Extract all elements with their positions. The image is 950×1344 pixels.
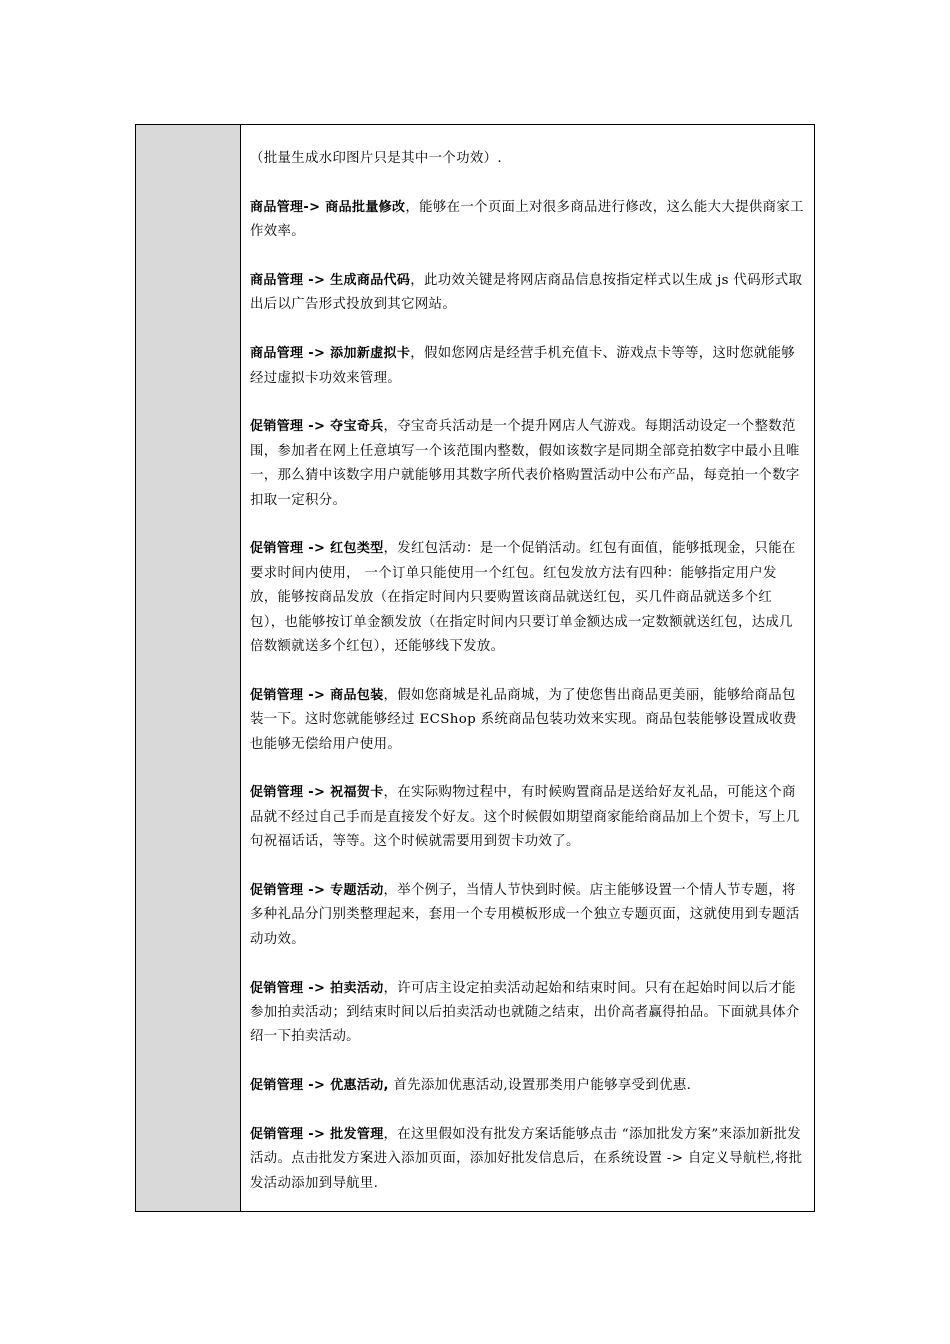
- feature-paragraph: [250, 1123, 804, 1196]
- feature-description: ，假如您商城是礼品商城，为了使您售出商品更美丽，能够给商品包装一下。这时您就能够经过 ECShop 系统商品包装功效来实现。商品包装能够设置成收费也能够无偿给用户使用。: [250, 687, 797, 752]
- feature-paragraph: [250, 415, 804, 513]
- feature-paragraph: [250, 684, 804, 757]
- feature-heading: 促销管理 -> 优惠活动,: [250, 1078, 389, 1094]
- feature-description: ，许可店主设定拍卖活动起始和结束时间。只有在起始时间以后才能参加拍卖活动；到结束时间以后拍卖活动也就随之结束，出价高者赢得拍品。下面就具体介绍一下拍卖活动。: [250, 980, 800, 1045]
- feature-heading: 促销管理 -> 专题活动: [250, 883, 384, 899]
- feature-heading: 促销管理 -> 夺宝奇兵: [250, 419, 384, 435]
- feature-heading: 促销管理 -> 拍卖活动: [250, 980, 384, 996]
- feature-heading: 促销管理 -> 商品包装: [250, 687, 384, 703]
- feature-paragraph: [250, 781, 804, 854]
- feature-description: 首先添加优惠活动,设置那类用户能够享受到优惠.: [388, 1078, 692, 1094]
- feature-paragraph: [250, 537, 804, 659]
- feature-description: ，能够在一个页面上对很多商品进行修改，这么能大大提供商家工作效率。: [250, 199, 804, 240]
- feature-description: ，举个例子，当情人节快到时候。店主能够设置一个情人节专题，将多种礼品分门别类整理起来，套用一个专用模板形成一个独立专题页面，这就使用到专题活动功效。: [250, 883, 800, 947]
- feature-paragraph: [250, 977, 804, 1050]
- table-side-cell: [136, 125, 241, 1211]
- feature-paragraph: [250, 342, 804, 391]
- feature-paragraph: [250, 269, 804, 318]
- feature-description: ，假如您网店是经营手机充值卡、游戏点卡等等，这时您就能够经过虚拟卡功效来管理。: [250, 346, 795, 386]
- feature-heading: 促销管理 -> 红包类型: [250, 541, 384, 557]
- feature-heading: 商品管理 -> 添加新虚拟卡: [250, 346, 411, 362]
- feature-heading: 商品管理-> 商品批量修改: [250, 199, 406, 215]
- intro-paragraph: （批量生成水印图片只是其中一个功效）.: [250, 151, 502, 166]
- feature-description: ，发红包活动：是一个促销活动。红包有面值，能够抵现金，只能在要求时间内使用， 一个订单只能使用一个红包。红包发放方法有四种：能够指定用户发放，能够按商品发放（在指定时间内只要购置该商品就送红包，买几件商品就送多个红包），也能够按订单金额发放（在指定时间内只要订单金额达成一定数额就送红包，达成几倍数额就送多个红包），还能够线下发放。: [250, 541, 796, 655]
- feature-heading: 商品管理 -> 生成商品代码: [250, 273, 411, 288]
- document-table: [135, 124, 815, 1212]
- feature-paragraph: [250, 879, 804, 952]
- feature-paragraph: [250, 1074, 804, 1098]
- feature-description: ，夺宝奇兵活动是一个提升网店人气游戏。每期活动设定一个整数范围，参加者在网上任意填写一个该范围内整数，假如该数字是同期全部竞拍数字中最小且唯一，那么猜中该数字用户就能够用其数字所代表价格购置活动中公布产品，每竞拍一个数字扣取一定积分。: [250, 419, 800, 508]
- feature-description: ，在这里假如没有批发方案话能够点击 “添加批发方案”来添加新批发活动。点击批发方案进入添加页面，添加好批发信息后，在系统设置 -> 自定义导航栏,将批发活动添加到导航里.: [250, 1127, 803, 1191]
- feature-description: ，此功效关键是将网店商品信息按指定样式以生成 js 代码形式取出后以广告形式投放到其它网站。: [250, 273, 803, 313]
- paragraph-list: [250, 196, 804, 1197]
- feature-description: ，在实际购物过程中，有时候购置商品是送给好友礼品，可能这个商品就不经过自己手而是直接发个好友。这个时候假如期望商家能给商品加上个贺卡，写上几句祝福话话，等等。这个时候就需要用到贺卡功效了。: [250, 785, 800, 850]
- feature-heading: 促销管理 -> 祝福贺卡: [250, 785, 384, 801]
- feature-paragraph: [250, 196, 804, 245]
- table-content-cell: [241, 125, 814, 1211]
- feature-heading: 促销管理 -> 批发管理: [250, 1127, 384, 1143]
